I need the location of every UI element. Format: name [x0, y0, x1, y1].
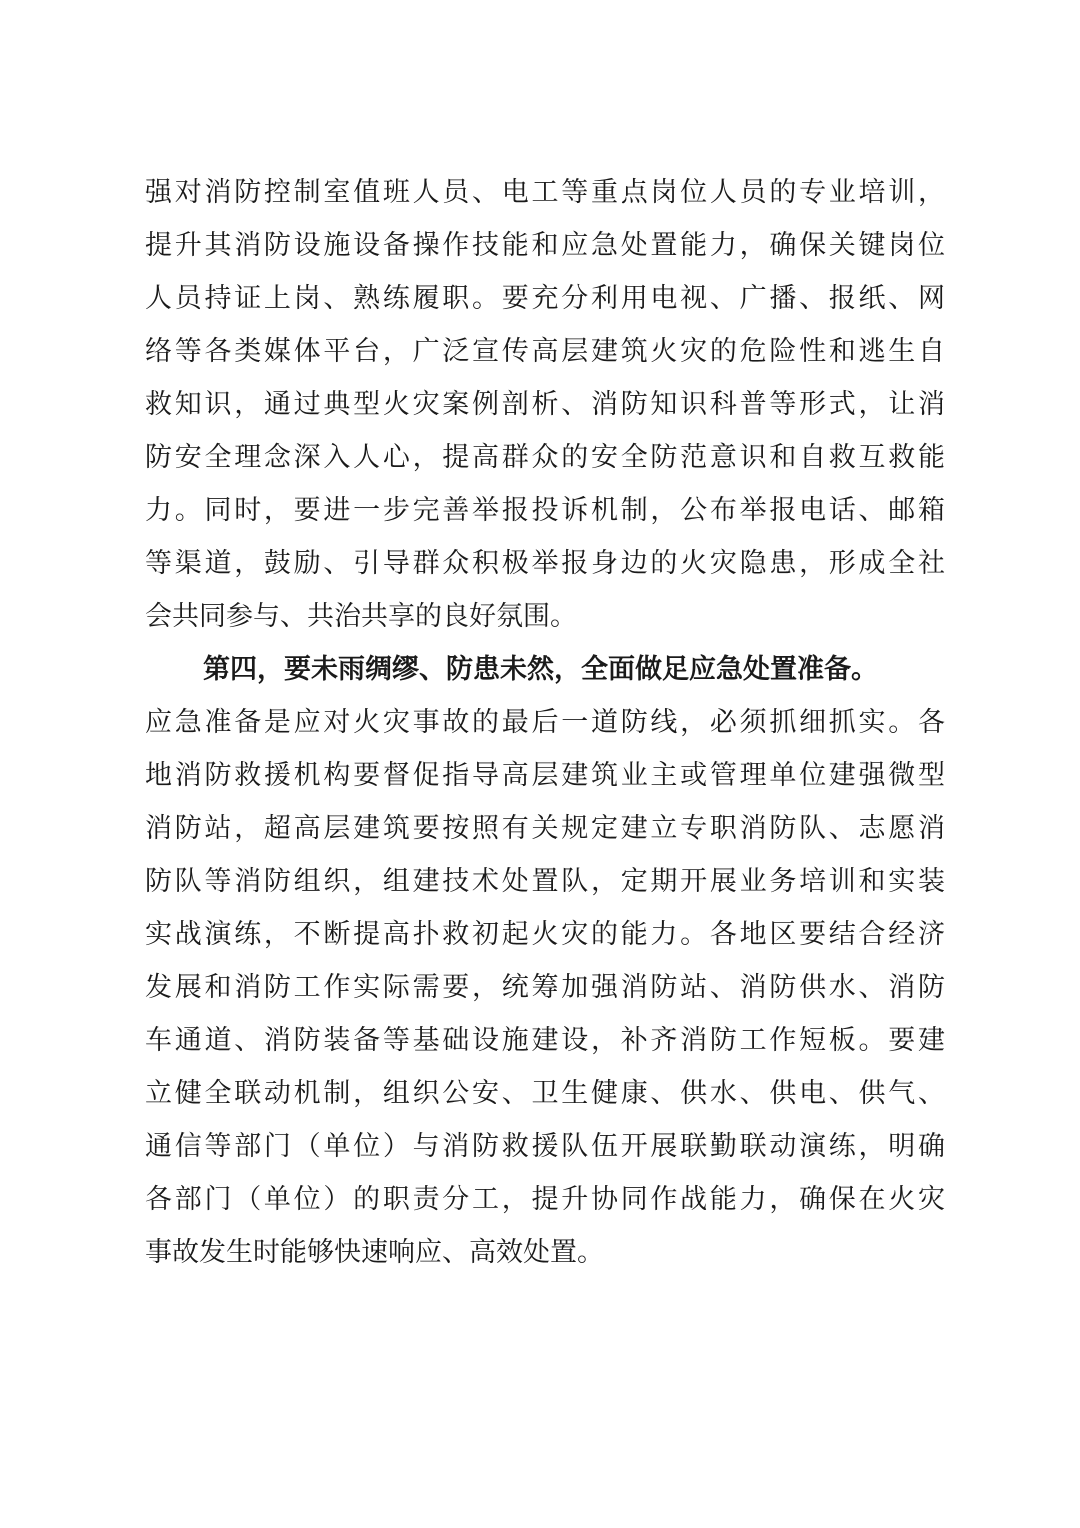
- text-line: 络等各类媒体平台，广泛宣传高层建筑火灾的危险性和逃生自: [145, 336, 945, 367]
- text-line: 发展和消防工作实际需要，统筹加强消防站、消防供水、消防: [145, 972, 945, 1003]
- paragraph-emergency-preparedness: [145, 643, 945, 1279]
- text-line: 救知识，通过典型火灾案例剖析、消防知识科普等形式，让消: [145, 389, 945, 420]
- text-line: 消防站，超高层建筑要按照有关规定建立专职消防队、志愿消: [145, 813, 945, 844]
- text-line: 事故发生时能够快速响应、高效处置。: [145, 1237, 604, 1268]
- paragraph-public-education: [145, 166, 945, 643]
- text-line: 防队等消防组织，组建技术处置队，定期开展业务培训和实装: [145, 866, 945, 897]
- text-line: 等渠道，鼓励、引导群众积极举报身边的火灾隐患，形成全社: [145, 548, 945, 579]
- document-body: [145, 166, 945, 1279]
- text-line: 提升其消防设施设备操作技能和应急处置能力，确保关键岗位: [145, 230, 945, 261]
- text-line: 各部门（单位）的职责分工，提升协同作战能力，确保在火灾: [145, 1184, 945, 1215]
- text-line: 地消防救援机构要督促指导高层建筑业主或管理单位建强微型: [145, 760, 945, 791]
- text-line: 人员持证上岗、熟练履职。要充分利用电视、广播、报纸、网: [145, 283, 945, 314]
- text-line: 强对消防控制室值班人员、电工等重点岗位人员的专业培训，: [145, 177, 945, 208]
- text-line: 通信等部门（单位）与消防救援队伍开展联勤联动演练，明确: [145, 1131, 945, 1162]
- text-line: 车通道、消防装备等基础设施建设，补齐消防工作短板。要建: [145, 1025, 945, 1056]
- text-line: 应急准备是应对火灾事故的最后一道防线，必须抓细抓实。各: [145, 707, 945, 738]
- text-line: 实战演练，不断提高扑救初起火灾的能力。各地区要结合经济: [145, 919, 945, 950]
- text-line: 力。同时，要进一步完善举报投诉机制，公布举报电话、邮箱: [145, 495, 945, 526]
- text-line: 会共同参与、共治共享的良好氛围。: [145, 601, 577, 632]
- section-heading: 第四，要未雨绸缪、防患未然，全面做足应急处置准备。: [203, 654, 878, 685]
- text-line: 防安全理念深入人心，提高群众的安全防范意识和自救互救能: [145, 442, 945, 473]
- text-line: 立健全联动机制，组织公安、卫生健康、供水、供电、供气、: [145, 1078, 945, 1109]
